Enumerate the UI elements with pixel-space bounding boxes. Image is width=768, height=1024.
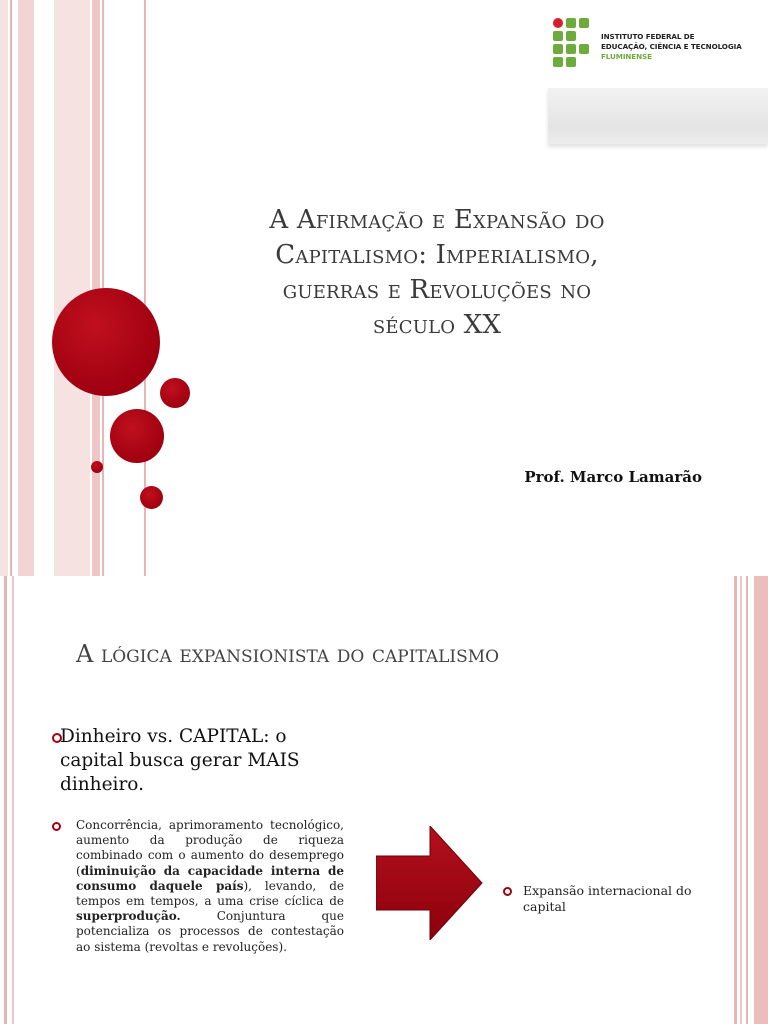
- institution-logo: [553, 18, 768, 72]
- decorative-circle: [160, 378, 190, 408]
- bullet-text: Conjuntura que potencializa os processos de contestação ao sistema (revoltas e revoluções).: [76, 909, 344, 954]
- bullet-icon: [52, 822, 61, 831]
- right-arrow-icon: [376, 826, 484, 940]
- bullet-result: Expansão internacional do capital: [523, 883, 692, 914]
- title-line: século XX: [372, 310, 502, 340]
- logo-line-2: EDUCAÇÃO, CIÊNCIA E TECNOLOGIA: [601, 42, 742, 51]
- decorative-stripe: [4, 576, 7, 1024]
- bullet-bold-text: diminuição da capacidade interna de consumo daquele país: [76, 863, 344, 893]
- decorative-stripe: [754, 576, 768, 1024]
- decorative-stripe: [746, 576, 748, 1024]
- decorative-stripe: [18, 0, 34, 576]
- title-line: guerras e Revoluções no: [282, 275, 592, 305]
- logo-text: [601, 32, 742, 62]
- author-name: Prof. Marco Lamarão: [524, 468, 702, 486]
- bullet-main: Dinheiro vs. CAPITAL: o capital busca gerar MAIS dinheiro.: [60, 726, 300, 795]
- decorative-stripe: [12, 576, 14, 1024]
- bullet-bold-text: superprodução.: [76, 909, 181, 924]
- bullet-text: ), levando, de tempos em tempos, a uma crise cíclica de: [76, 878, 344, 909]
- logo-grid-icon: [553, 18, 593, 70]
- bullet-text: Concorrência, aprimoramento tecnológico, aumento da produção de riqueza combinado com o aumento do desemprego (: [76, 818, 344, 878]
- decorative-stripe: [10, 0, 12, 576]
- bullet-icon: [503, 887, 512, 896]
- decorative-circle: [110, 409, 164, 463]
- bullet-sub: [76, 818, 344, 955]
- logo-line-1: INSTITUTO FEDERAL DE: [601, 32, 695, 41]
- title-line: Capitalismo: Imperialismo,: [275, 240, 599, 270]
- decorative-stripe: [740, 576, 742, 1024]
- decorative-circle: [52, 288, 160, 396]
- decorative-stripe: [0, 0, 8, 576]
- logo-shadow-band: [548, 88, 768, 144]
- decorative-circle: [91, 461, 103, 473]
- decorative-stripe: [734, 576, 737, 1024]
- title-line: A Afirmação e Expansão do: [269, 205, 605, 235]
- decorative-circle: [140, 486, 163, 509]
- logo-line-3: FLUMINENSE: [601, 52, 652, 61]
- slide-title: [212, 203, 662, 343]
- decorative-stripe: [54, 0, 90, 576]
- slide-title: A lógica expansionista do capitalismo: [76, 640, 500, 668]
